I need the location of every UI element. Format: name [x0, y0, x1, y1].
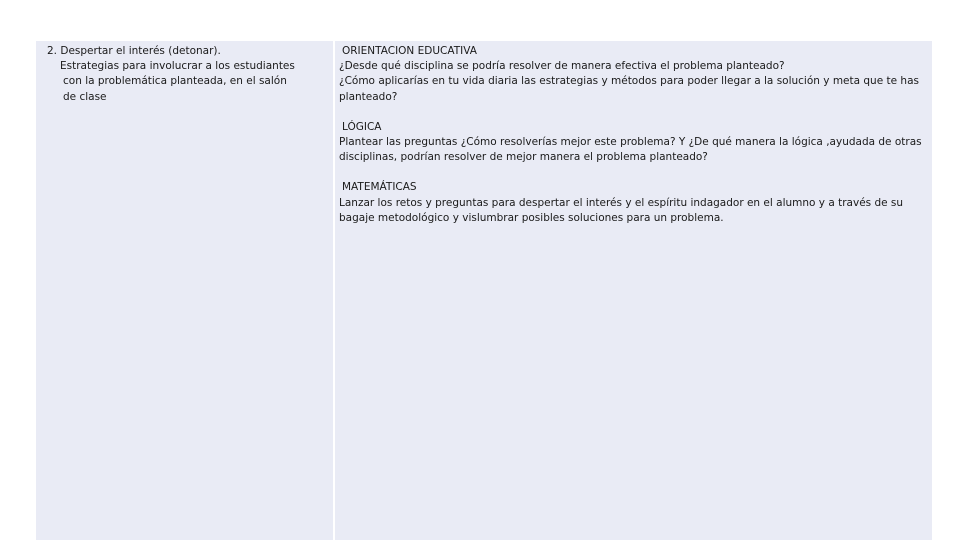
section-text: Plantear las preguntas ¿Cómo resolverías mejor este problema? Y ¿De qué manera la lógica ,ayudada de otras disciplinas, podrían resolver de mejor manera el problema planteado? [339, 136, 922, 164]
section-text: ¿Cómo aplicarías en tu vida diaria las estrategias y métodos para poder llegar a la solución y meta que te has planteado? [339, 75, 919, 103]
step-cell [36, 41, 333, 540]
section-orientacion-educativa [339, 44, 922, 105]
section-logica [339, 120, 922, 166]
section-heading: MATEMÁTICAS [342, 181, 417, 194]
section-heading: ORIENTACION EDUCATIVA [342, 45, 477, 57]
content-table [36, 41, 932, 540]
step-description-line-3: de clase [63, 90, 107, 103]
section-text: Lanzar los retos y preguntas para despertar el interés y el espíritu indagador en el alumno y a través de su bagaje metodológico y vislumbrar posibles soluciones para un problema. [339, 196, 904, 224]
section-heading: LÓGICA [342, 120, 382, 133]
step-title: 2. Despertar el interés (detonar). [47, 45, 221, 57]
disciplines-cell [335, 41, 932, 540]
section-matematicas [339, 180, 922, 226]
section-text: ¿Desde qué disciplina se podría resolver de manera efectiva el problema planteado? [339, 60, 785, 73]
step-description-line-2: con la problemática planteada, en el salón [63, 75, 287, 88]
step-description-line-1: Estrategias para involucrar a los estudiantes [60, 60, 295, 73]
step-description [46, 59, 327, 105]
